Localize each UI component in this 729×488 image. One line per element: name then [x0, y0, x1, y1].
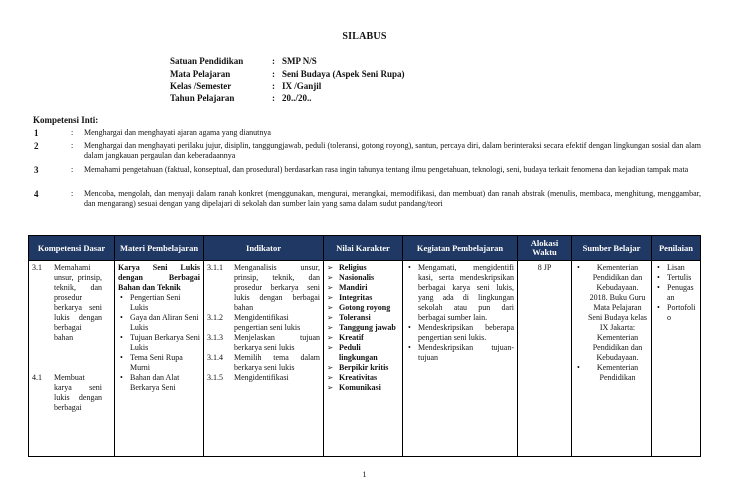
kd-text: Membuat karya seni lukis dengan berbagai — [54, 373, 102, 412]
indikator-item — [207, 353, 320, 373]
ki-colon: : — [71, 128, 74, 137]
alokasi-value: 8 JP — [537, 263, 552, 272]
header-nilai-karakter: Nilai Karakter — [324, 236, 403, 261]
identity-value: 20../20.. — [282, 93, 312, 103]
indikator-item — [207, 263, 320, 313]
ki-colon: : — [71, 141, 74, 150]
cell-nilai-karakter — [324, 261, 403, 457]
ki-colon: : — [71, 165, 74, 174]
list-item: • Mengamati, mengidentifi kasi, serta mendeskripsikan berbagai karya seni lukis, yang ada di lingkungan sekolah atau pun dari berbagai sumber lain. — [418, 263, 514, 323]
identity-colon: : — [272, 56, 275, 66]
list-item: ➢ Integritas — [339, 293, 399, 303]
header-kompetensi-dasar: Kompetensi Dasar — [29, 236, 115, 261]
list-item: ➢ Gotong royong — [339, 303, 399, 313]
list-item: ➢ Mandiri — [339, 283, 399, 293]
cell-kegiatan — [403, 261, 518, 457]
indikator-text: Mengidentifikasi — [234, 373, 289, 382]
indikator-text: Mengidentifikasi pengertian seni lukis — [234, 313, 301, 332]
ki-colon: : — [71, 189, 74, 198]
indikator-item — [207, 313, 320, 333]
identity-value: IX /Ganjil — [282, 81, 322, 91]
ki-item — [33, 189, 701, 209]
ki-heading: Kompetensi Inti: — [33, 115, 99, 125]
identity-label: Mata Pelajaran — [170, 69, 231, 79]
kd-number: 4.1 — [32, 373, 42, 382]
list-item: ➢ Komunikasi — [339, 383, 399, 393]
indikator-number: 3.1.5 — [207, 373, 223, 382]
indikator-text: Memilih tema dalam berkarya seni lukis — [234, 353, 320, 372]
list-item: • Mendeskripsikan tujuan-tujuan — [418, 343, 514, 363]
list-item: • Bahan dan Alat Berkarya Seni — [130, 373, 200, 393]
indikator-number: 3.1.3 — [207, 333, 223, 342]
identity-label: Kelas /Semester — [170, 81, 232, 91]
page-number: 1 — [362, 470, 367, 479]
header-penilaian: Penilaian — [652, 236, 701, 261]
list-item: • Penugasan — [667, 283, 697, 303]
cell-indikator — [204, 261, 324, 457]
list-item: ➢ Peduli lingkungan — [339, 343, 399, 363]
list-item: • Tema Seni Rupa Murni — [130, 353, 200, 373]
indikator-item — [207, 333, 320, 353]
indikator-number: 3.1.4 — [207, 353, 223, 362]
ki-item — [33, 128, 701, 138]
identity-label: Satuan Pendidikan — [170, 56, 244, 66]
list-item: ➢ Nasionalis — [339, 273, 399, 283]
ki-text: Memahami pengetahuan (faktual, konseptual, dan prosedural) berdasarkan rasa ingin tahunya tentang ilmu pengetahuan, teknologi, seni, budaya terkait fenomena dan kejadian tampak mata — [84, 165, 689, 174]
list-item: • Kementerian Pendidikan — [587, 363, 648, 383]
ki-item — [33, 141, 701, 161]
cell-kompetensi-dasar — [29, 261, 115, 457]
cell-penilaian — [652, 261, 701, 457]
ki-text: Mencoba, mengolah, dan menyaji dalam ranah konkret (menggunakan, mengurai, merangkai, memodifikasi, dan membuat) dan ranah abstrak (menulis, membaca, menghitung, menggambar, dan mengarang) sesuai dengan yang dipelajari di sekolah dan sumber lain yang sama dalam sudut pandang/teori — [84, 189, 701, 208]
list-item: • Mendeskripsikan beberapa pengertian seni lukis. — [418, 323, 514, 343]
header-sumber: Sumber Belajar — [572, 236, 652, 261]
list-item: ➢ Berpikir kritis — [339, 363, 399, 373]
list-item: ➢ Kreatif — [339, 333, 399, 343]
cell-sumber — [572, 261, 652, 457]
ki-number: 1 — [34, 128, 39, 138]
header-indikator: Indikator — [204, 236, 324, 261]
materi-title: Karya Seni Lukis dengan Berbagai Bahan dan Teknik — [118, 263, 200, 292]
cell-materi — [115, 261, 204, 457]
identity-value: SMP N/S — [282, 56, 317, 66]
list-item: • Kementerian Pendidikan dan Kebudayaan. 2018. Buku Guru Mata Pelajaran Seni Budaya kelas IX Jakarta: Kementerian Pendidikan dan Kebudayaan. — [587, 263, 648, 363]
indikator-item — [207, 373, 320, 383]
cell-alokasi — [518, 261, 572, 457]
list-item: • Tertulis — [667, 273, 697, 283]
syllabus-table — [28, 235, 701, 457]
indikator-text: Menganalisis unsur, prinsip, teknik, dan prosedur berkarya seni lukis dengan berbagai bahan — [234, 263, 320, 312]
ki-text: Menghargai dan menghayati perilaku jujur, disiplin, tanggungjawab, peduli (toleransi, gotong royong), santun, percaya diri, dalam berinteraksi secara efektif dengan lingkungan sosial dan alam dalam jangkauan pergaulan dan keberadaannya — [84, 141, 701, 160]
indikator-number: 3.1.1 — [207, 263, 223, 272]
kd-item — [32, 263, 111, 343]
indikator-text: Menjelaskan tujuan berkarya seni lukis — [234, 333, 320, 352]
identity-colon: : — [272, 81, 275, 91]
list-item: • Tujuan Berkarya Seni Lukis — [130, 333, 200, 353]
identity-colon: : — [272, 69, 275, 79]
ki-number: 2 — [34, 141, 39, 151]
list-item: • Pengertian Seni Lukis — [130, 293, 200, 313]
list-item: ➢ Toleransi — [339, 313, 399, 323]
document-title: SILABUS — [342, 31, 387, 42]
header-materi: Materi Pembelajaran — [115, 236, 204, 261]
ki-number: 3 — [34, 165, 39, 175]
table-header-row — [29, 236, 701, 261]
identity-value: Seni Budaya (Aspek Seni Rupa) — [282, 69, 405, 79]
kd-item — [32, 373, 111, 413]
table-row — [29, 261, 701, 457]
ki-item — [33, 165, 701, 175]
header-kegiatan: Kegiatan Pembelajaran — [403, 236, 518, 261]
indikator-number: 3.1.2 — [207, 313, 223, 322]
list-item: • Portofolio — [667, 303, 697, 323]
kd-text: Memahami unsur, prinsip, teknik, dan prosedur berkarya seni lukis dengan berbagai bahan — [54, 263, 102, 342]
ki-text: Menghargai dan menghayati ajaran agama yang dianutnya — [84, 128, 271, 137]
list-item: ➢ Kreativitas — [339, 373, 399, 383]
identity-colon: : — [272, 93, 275, 103]
ki-number: 4 — [34, 189, 39, 199]
list-item: ➢ Tanggung jawab — [339, 323, 399, 333]
identity-label: Tahun Pelajaran — [170, 93, 235, 103]
list-item: • Gaya dan Aliran Seni Lukis — [130, 313, 200, 333]
kd-number: 3.1 — [32, 263, 42, 272]
header-alokasi: Alokasi Waktu — [518, 236, 572, 261]
list-item: ➢ Religius — [339, 263, 399, 273]
list-item: • Lisan — [667, 263, 697, 273]
